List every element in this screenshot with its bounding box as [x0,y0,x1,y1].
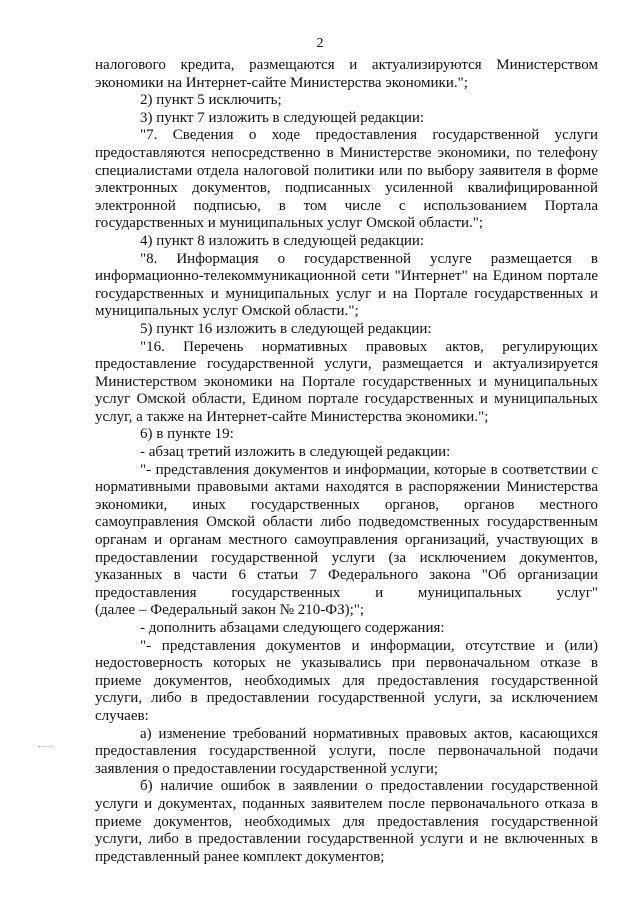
text-line: муниципальных услуг Омской области."; [95,303,359,320]
text-line: предоставлении государственной услуги (за исключением документов, [95,549,598,566]
text-line: "- представления документов и информации, которые в соответствии с [140,461,598,478]
text-line: б) наличие ошибок в заявлении о предоставлении государственной [140,778,598,795]
text-line: "7. Сведения о ходе предоставления государственной услуги [140,127,598,144]
text-line: 3) пункт 7 изложить в следующей редакции: [140,109,425,126]
text-line: самоуправления Омской области либо подведомственных государственным [95,514,598,531]
text-line: 4) пункт 8 изложить в следующей редакции: [140,232,425,249]
text-line: государственных и муниципальных услуг и на Портале государственных и [95,285,598,302]
text-line: услуги, либо в предоставлении государственной услуги и не включенных в [95,831,598,848]
text-line: предоставление государственной услуги, размещается и актуализируется [95,356,598,373]
text-line: случаев: [95,707,149,724]
text-line: (далее – Федеральный закон № 210-ФЗ);"; [95,602,365,619]
text-line: информационно-телекоммуникационной сети "Интернет" на Едином портале [95,268,598,285]
text-line: экономики, иных государственных органов, органов местного [95,496,598,513]
margin-mark [38,746,52,747]
text-line: 2) пункт 5 исключить; [140,92,282,109]
text-line: специалистами отдела налоговой политики или по выбору заявителя в форме [95,162,598,179]
text-line: услуг Омской области, Едином портале государственных и муниципальных [95,391,598,408]
text-line: указанных в части 6 статьи 7 Федерального закона "Об организации [95,567,598,584]
document-body [95,57,598,866]
text-line: услуги, либо в предоставлении государственной услуги, за исключением [95,690,598,707]
text-line: "16. Перечень нормативных правовых актов, регулирующих [140,338,598,355]
text-line: недостоверность которых не указывались при первоначальном отказе в [95,655,598,672]
text-line: электронной подписью, в том числе с использованием Портала [95,197,598,214]
text-line: предоставляются непосредственно в Министерстве экономики, по телефону [95,144,598,161]
text-line: электронных документов, подписанных усиленной квалифицированной [95,180,598,197]
text-line: приеме документов, необходимых для предоставления государственной [95,813,598,830]
page-number: 2 [316,36,324,51]
text-line: предоставления государственной услуги, после первоначальной подачи [95,743,598,760]
text-line: государственных и муниципальных услуг Омской области."; [95,215,484,232]
text-line: представленный ранее комплект документов; [95,848,385,865]
text-line: - абзац третий изложить в следующей редакции: [140,444,451,461]
text-line: экономики на Интернет-сайте Министерства экономики."; [95,74,468,91]
text-line: налогового кредита, размещаются и актуализируются Министерством [95,57,598,73]
text-line: 5) пункт 16 изложить в следующей редакции: [140,320,432,337]
text-line: Министерством экономики на Портале государственных и муниципальных [95,373,598,390]
text-line: "8. Информация о государственной услуге размещается в [140,250,598,267]
text-line: нормативными правовыми актами находятся в распоряжении Министерства [95,479,598,496]
text-line: органам и органам местного самоуправления организаций, участвующих в [95,532,598,549]
text-line: - дополнить абзацами следующего содержания: [140,620,445,636]
text-line: услуги и документах, поданных заявителем после первоначального отказа в [95,795,598,812]
text-line: заявления о предоставлении государственной услуги; [95,760,439,777]
text-line: а) изменение требований нормативных правовых актов, касающихся [140,725,598,742]
text-line: предоставления государственных и муниципальных услуг" [95,584,598,601]
text-line: услуг, а также на Интернет-сайте Министерства экономики."; [95,408,489,425]
text-line: "- представления документов и информации, отсутствие и (или) [140,637,598,654]
text-line: 6) в пункте 19: [140,426,234,443]
text-line: приеме документов, необходимых для предоставления государственной [95,672,598,689]
